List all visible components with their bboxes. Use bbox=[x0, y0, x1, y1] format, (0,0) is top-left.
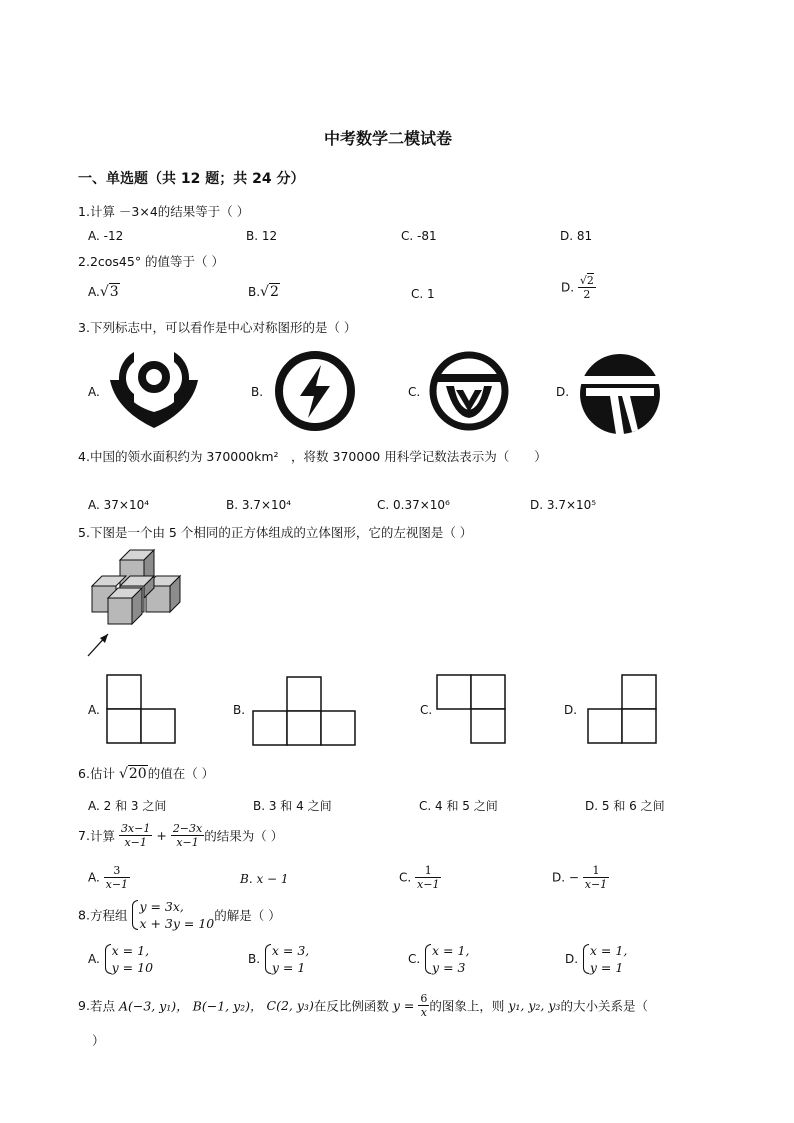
q8b-system: x = 3, y = 1 bbox=[264, 942, 309, 976]
question-3: 3.下列标志中，可以看作是中心对称图形的是（ ） bbox=[78, 320, 357, 335]
q2-option-d[interactable]: D. $\frac{√2}{2}$ bbox=[561, 274, 594, 301]
q5-view-a bbox=[106, 674, 176, 744]
q4-option-a[interactable]: A. 37×10⁴ bbox=[88, 498, 150, 512]
question-7: 7.计算 $\frac{3x-1}{x-1}$ + $\frac{2-3x}{x-1}$ 的结果为（ ） bbox=[78, 822, 284, 849]
q1-option-b[interactable]: B. 12 bbox=[246, 229, 278, 243]
q7-option-d[interactable]: D. − $\frac{1}{x-1}$ bbox=[552, 864, 608, 891]
q7a-fraction: $\frac{3}{x-1}$ bbox=[105, 864, 129, 891]
q5-option-b[interactable]: B. bbox=[233, 703, 246, 717]
question-8: 8.方程组 y = 3x, x + 3y = 10的解是（ ） bbox=[78, 899, 281, 931]
equation-system: y = 3x, x + 3y = 10 bbox=[131, 898, 214, 932]
q6-option-c[interactable]: C. 4 和 5 之间 bbox=[419, 799, 498, 813]
q8-option-c[interactable]: C. x = 1, y = 3 bbox=[408, 943, 470, 975]
q3-option-c[interactable]: C. bbox=[408, 385, 421, 399]
q4-option-c[interactable]: C. 0.37×10⁶ bbox=[377, 498, 450, 512]
question-9-continuation: ） bbox=[92, 1033, 105, 1048]
q5-view-d bbox=[587, 674, 657, 744]
q5-view-c bbox=[436, 674, 506, 744]
q7-option-a[interactable]: A. $\frac{3}{x-1}$ bbox=[88, 864, 129, 891]
logo-a-icon bbox=[108, 346, 200, 430]
q7-option-c[interactable]: C. $\frac{1}{x-1}$ bbox=[399, 864, 440, 891]
sqrt-3: √3 bbox=[99, 284, 119, 300]
q3-option-b[interactable]: B. bbox=[251, 385, 264, 399]
question-2: 2.2cos45° 的值等于（ ） bbox=[78, 254, 225, 269]
q2-option-c[interactable]: C. 1 bbox=[411, 287, 435, 301]
cube-solid-figure bbox=[86, 548, 186, 660]
page-title: 中考数学二模试卷 bbox=[324, 129, 453, 148]
q7d-fraction: $\frac{1}{x-1}$ bbox=[584, 864, 608, 891]
q1-option-a[interactable]: A. -12 bbox=[88, 229, 124, 243]
q6-option-a[interactable]: A. 2 和 3 之间 bbox=[88, 799, 167, 813]
q8-option-d[interactable]: D. x = 1, y = 1 bbox=[565, 943, 628, 975]
inverse-fraction: $\frac{6}{x}$ bbox=[420, 992, 428, 1019]
q5-option-d[interactable]: D. bbox=[564, 703, 578, 717]
q8-option-a[interactable]: A. x = 1, y = 10 bbox=[88, 943, 154, 975]
q8d-system: x = 1, y = 1 bbox=[582, 942, 627, 976]
sqrt-20: √20 bbox=[118, 766, 147, 782]
fraction-1: $\frac{3x-1}{x-1}$ bbox=[120, 822, 151, 849]
q6-option-b[interactable]: B. 3 和 4 之间 bbox=[253, 799, 332, 813]
q4-option-d[interactable]: D. 3.7×10⁵ bbox=[530, 498, 597, 512]
q5-option-a[interactable]: A. bbox=[88, 703, 100, 717]
question-4: 4.中国的领水面积约为 370000km² ，将数 370000 用科学记数法表示为（ ） bbox=[78, 449, 547, 464]
q2-option-a[interactable]: A.√3 bbox=[88, 284, 119, 300]
circle-cutout-icon bbox=[580, 354, 660, 434]
q1-option-d[interactable]: D. 81 bbox=[560, 229, 593, 243]
cube-front bbox=[108, 588, 142, 624]
q7-option-b[interactable]: B. x − 1 bbox=[240, 872, 289, 886]
sqrt2-over-2: $\frac{√2}{2}$ bbox=[579, 274, 594, 301]
q8-option-b[interactable]: B. x = 3, y = 1 bbox=[248, 943, 310, 975]
lightning-circle-icon bbox=[274, 350, 356, 432]
circle-v-logo-icon bbox=[428, 350, 510, 432]
q6-option-d[interactable]: D. 5 和 6 之间 bbox=[585, 799, 665, 813]
q2-option-b[interactable]: B.√2 bbox=[248, 284, 279, 300]
q3-option-d[interactable]: D. bbox=[556, 385, 570, 399]
q8a-system: x = 1, y = 10 bbox=[104, 942, 153, 976]
q1-option-c[interactable]: C. -81 bbox=[401, 229, 437, 243]
q3-option-a[interactable]: A. bbox=[88, 385, 100, 399]
q7c-fraction: $\frac{1}{x-1}$ bbox=[417, 864, 440, 891]
sqrt-2: √2 bbox=[260, 284, 279, 300]
fraction-2: $\frac{2-3x}{x-1}$ bbox=[172, 822, 203, 849]
view-direction-arrow bbox=[88, 634, 108, 656]
question-1: 1.计算 －3×4的结果等于（ ） bbox=[78, 204, 250, 219]
question-9: 9.若点 A(−3, y₁)， B(−1, y₂)， C(2, y₃)在反比例函数 y = $\frac{6}{x}$ 的图象上，则 y₁, y₂, y₃的大小关系是（ bbox=[78, 992, 648, 1019]
question-6: 6.估计 √20的值在（ ） bbox=[78, 766, 215, 782]
q5-option-c[interactable]: C. bbox=[420, 703, 433, 717]
q8c-system: x = 1, y = 3 bbox=[424, 942, 469, 976]
section-heading: 一、单选题（共 12 题；共 24 分） bbox=[78, 171, 305, 187]
question-5: 5.下图是一个由 5 个相同的正方体组成的立体图形，它的左视图是（ ） bbox=[78, 525, 473, 540]
q4-option-b[interactable]: B. 3.7×10⁴ bbox=[226, 498, 292, 512]
q5-view-b bbox=[252, 676, 356, 746]
